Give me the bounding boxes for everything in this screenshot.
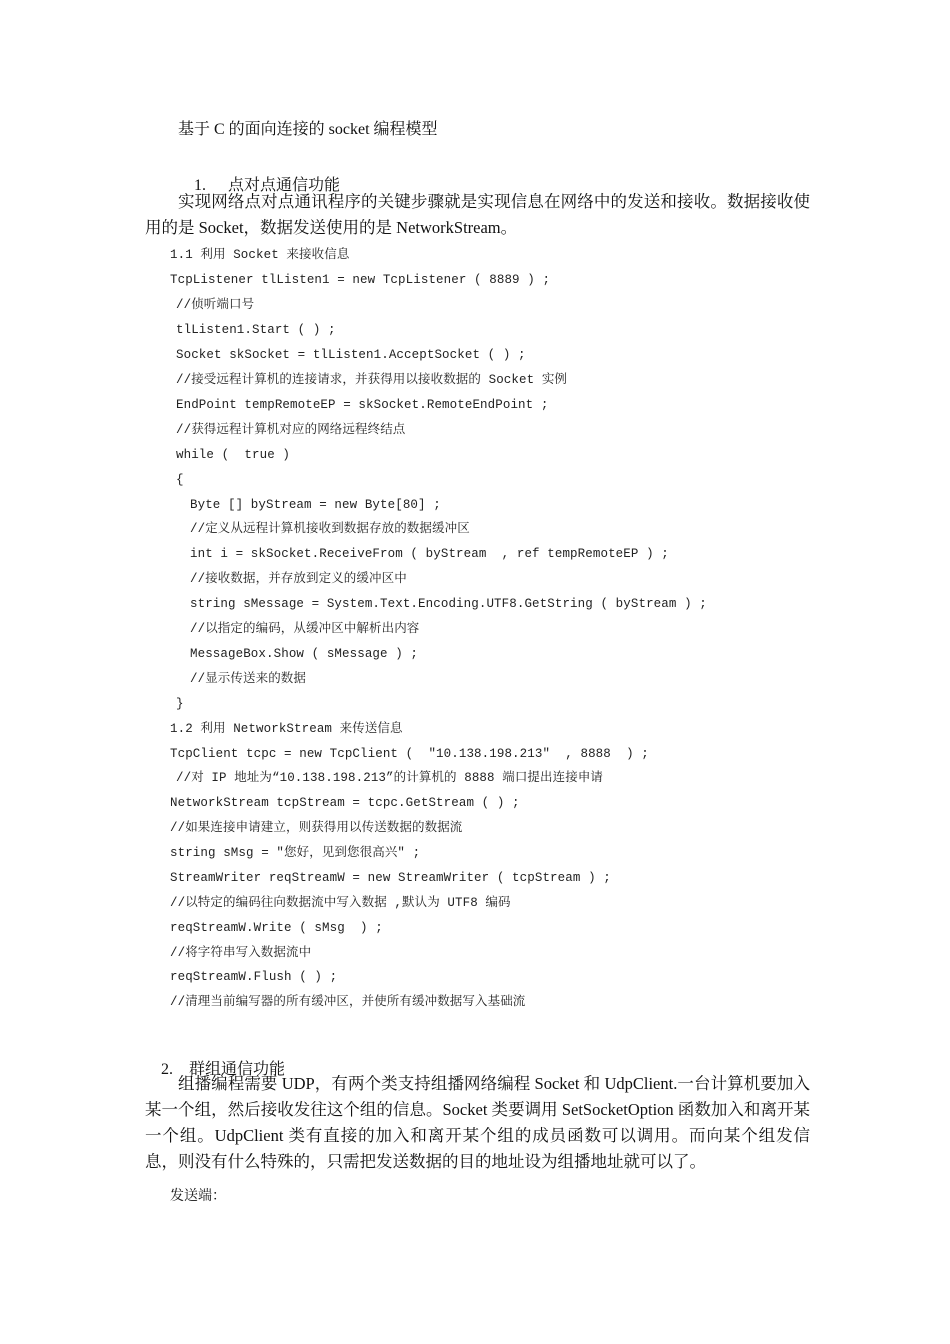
code-line: Socket skSocket = tlListen1.AcceptSocket ( ) ; xyxy=(176,348,526,362)
code-line: } xyxy=(176,697,184,711)
section-1-title: 点对点通信功能 xyxy=(228,177,341,194)
code-line: reqStreamW.Write ( sMsg ) ; xyxy=(170,921,383,935)
code-line: //清理当前编写器的所有缓冲区，并使所有缓冲数据写入基础流 xyxy=(170,995,526,1009)
code-line: //以指定的编码，从缓冲区中解析出内容 xyxy=(190,622,420,636)
section-2-paragraph: 组播编程需要 UDP，有两个类支持组播网络编程 Socket 和 UdpClient.一台计算机要加入某一个组，然后接收发往这个组的信息。Socket 类要调用 SetSocketOption 函数加入和离开某一个组。UdpClient 类有直接的加入和离开某个组的成员函数可以调用。而向某个组发信息，则没有什么特殊的，只需把发送数据的目的地址设为组播地址就可以了。 xyxy=(145,1074,810,1171)
code-line: string sMsg = "您好，见到您很高兴" ; xyxy=(170,846,421,860)
code-line: NetworkStream tcpStream = tcpc.GetStream ( ) ; xyxy=(170,796,520,810)
section-2-number: 2. xyxy=(161,1061,173,1078)
code-line: //将字符串写入数据流中 xyxy=(170,946,312,960)
code-line: { xyxy=(176,473,184,487)
code-line: //显示传送来的数据 xyxy=(190,672,307,686)
code-line: //如果连接申请建立，则获得用以传送数据的数据流 xyxy=(170,821,463,835)
code-line: reqStreamW.Flush ( ) ; xyxy=(170,970,338,984)
code-line: while ( true ) xyxy=(176,448,291,462)
code-line: //接受远程计算机的连接请求，并获得用以接收数据的 Socket 实例 xyxy=(176,373,568,387)
code-line: //侦听端口号 xyxy=(176,298,255,312)
code-line: MessageBox.Show ( sMessage ) ; xyxy=(190,647,419,661)
code-line: tlListen1.Start ( ) ; xyxy=(176,323,336,337)
code-line: //以特定的编码往向数据流中写入数据 ,默认为 UTF8 编码 xyxy=(170,896,511,910)
section-1-number: 1. xyxy=(194,177,206,194)
sender-label: 发送端： xyxy=(170,1189,226,1204)
code-line: //获得远程计算机对应的网络远程终结点 xyxy=(176,423,406,437)
section-2-title: 群组通信功能 xyxy=(189,1061,286,1078)
code-line: TcpClient tcpc = new TcpClient ( "10.138.198.213" , 8888 ) ; xyxy=(170,747,649,761)
code-line: //对 IP 地址为“10.138.198.213”的计算机的 8888 端口提出连接申请 xyxy=(176,771,604,785)
code-line: string sMessage = System.Text.Encoding.UTF8.GetString ( byStream ) ; xyxy=(190,597,707,611)
code-line: StreamWriter reqStreamW = new StreamWriter ( tcpStream ) ; xyxy=(170,871,611,885)
code-line: 1.2 利用 NetworkStream 来传送信息 xyxy=(170,722,403,736)
code-line: Byte [] byStream = new Byte[80] ; xyxy=(190,498,441,512)
document-title: 基于 C 的面向连接的 socket 编程模型 xyxy=(178,121,438,138)
code-line: TcpListener tlListen1 = new TcpListener ( 8889 ) ; xyxy=(170,273,551,287)
code-line: EndPoint tempRemoteEP = skSocket.RemoteEndPoint ; xyxy=(176,398,549,412)
code-line: //定义从远程计算机接收到数据存放的数据缓冲区 xyxy=(190,522,470,536)
code-line: int i = skSocket.ReceiveFrom ( byStream , ref tempRemoteEP ) ; xyxy=(190,547,669,561)
code-line: 1.1 利用 Socket 来接收信息 xyxy=(170,248,350,262)
code-line: //接收数据，并存放到定义的缓冲区中 xyxy=(190,572,407,586)
section-1-paragraph: 实现网络点对点通讯程序的关键步骤就是实现信息在网络中的发送和接收。数据接收使用的是 Socket，数据发送使用的是 NetworkStream。 xyxy=(145,192,810,237)
